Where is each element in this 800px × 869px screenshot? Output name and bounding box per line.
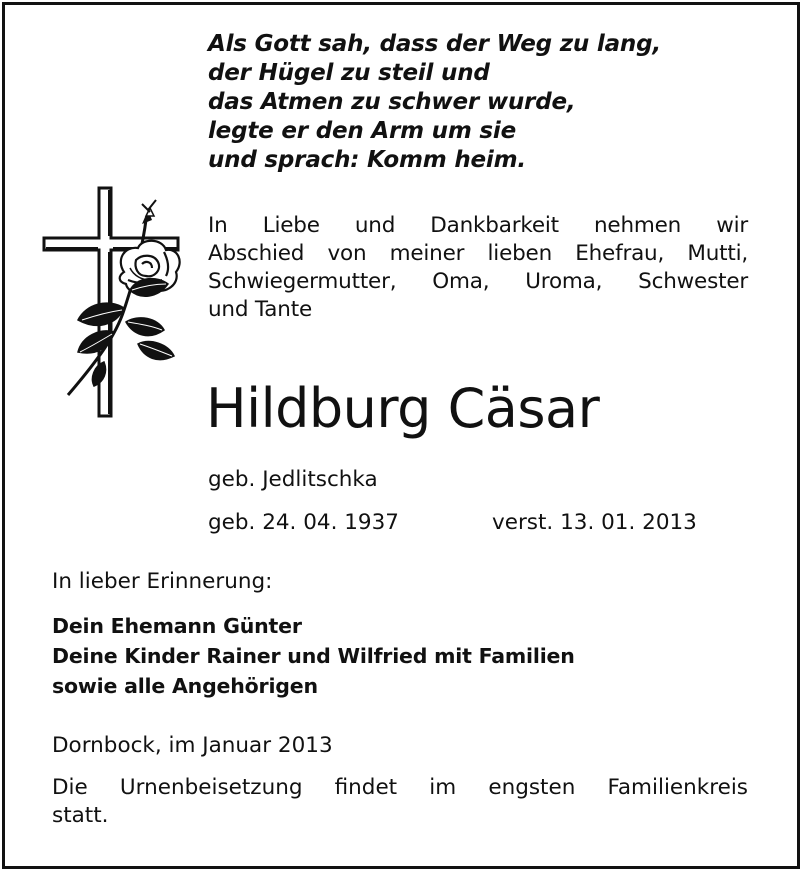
signer-line: Dein Ehemann Günter [52, 614, 302, 638]
rose-icon [68, 200, 180, 395]
intro-line: Schwiegermutter, Oma, Uroma, Schwester [208, 269, 748, 294]
signer-line: sowie alle Angehörigen [52, 674, 318, 698]
signers [52, 611, 575, 701]
poem-line: das Atmen zu schwer wurde, [208, 89, 576, 115]
signer-line: Deine Kinder Rainer und Wilfried mit Familien [52, 644, 575, 668]
maiden-name: geb. Jedlitschka [208, 467, 378, 492]
intro-line: und Tante [208, 297, 312, 322]
place-date: Dornbock, im Januar 2013 [52, 733, 333, 758]
burial-line: statt. [52, 803, 109, 828]
memory-heading: In lieber Erinnerung: [52, 569, 273, 594]
poem-line: Als Gott sah, dass der Weg zu lang, [208, 31, 661, 57]
poem-line: und sprach: Komm heim. [208, 147, 526, 173]
intro-line: Abschied von meiner lieben Ehefrau, Mutti, [208, 241, 748, 266]
poem [208, 30, 661, 175]
intro-line: In Liebe und Dankbarkeit nehmen wir [208, 213, 748, 238]
poem-line: der Hügel zu steil und [208, 60, 490, 86]
intro-text [208, 212, 748, 324]
burial-note [52, 774, 748, 830]
birth-date: geb. 24. 04. 1937 [208, 510, 399, 535]
cross-with-rose-icon [38, 180, 188, 425]
deceased-name: Hildburg Cäsar [206, 377, 600, 440]
poem-line: legte er den Arm um sie [208, 118, 516, 144]
death-date: verst. 13. 01. 2013 [492, 510, 697, 535]
burial-line: Die Urnenbeisetzung findet im engsten Familienkreis [52, 775, 748, 800]
